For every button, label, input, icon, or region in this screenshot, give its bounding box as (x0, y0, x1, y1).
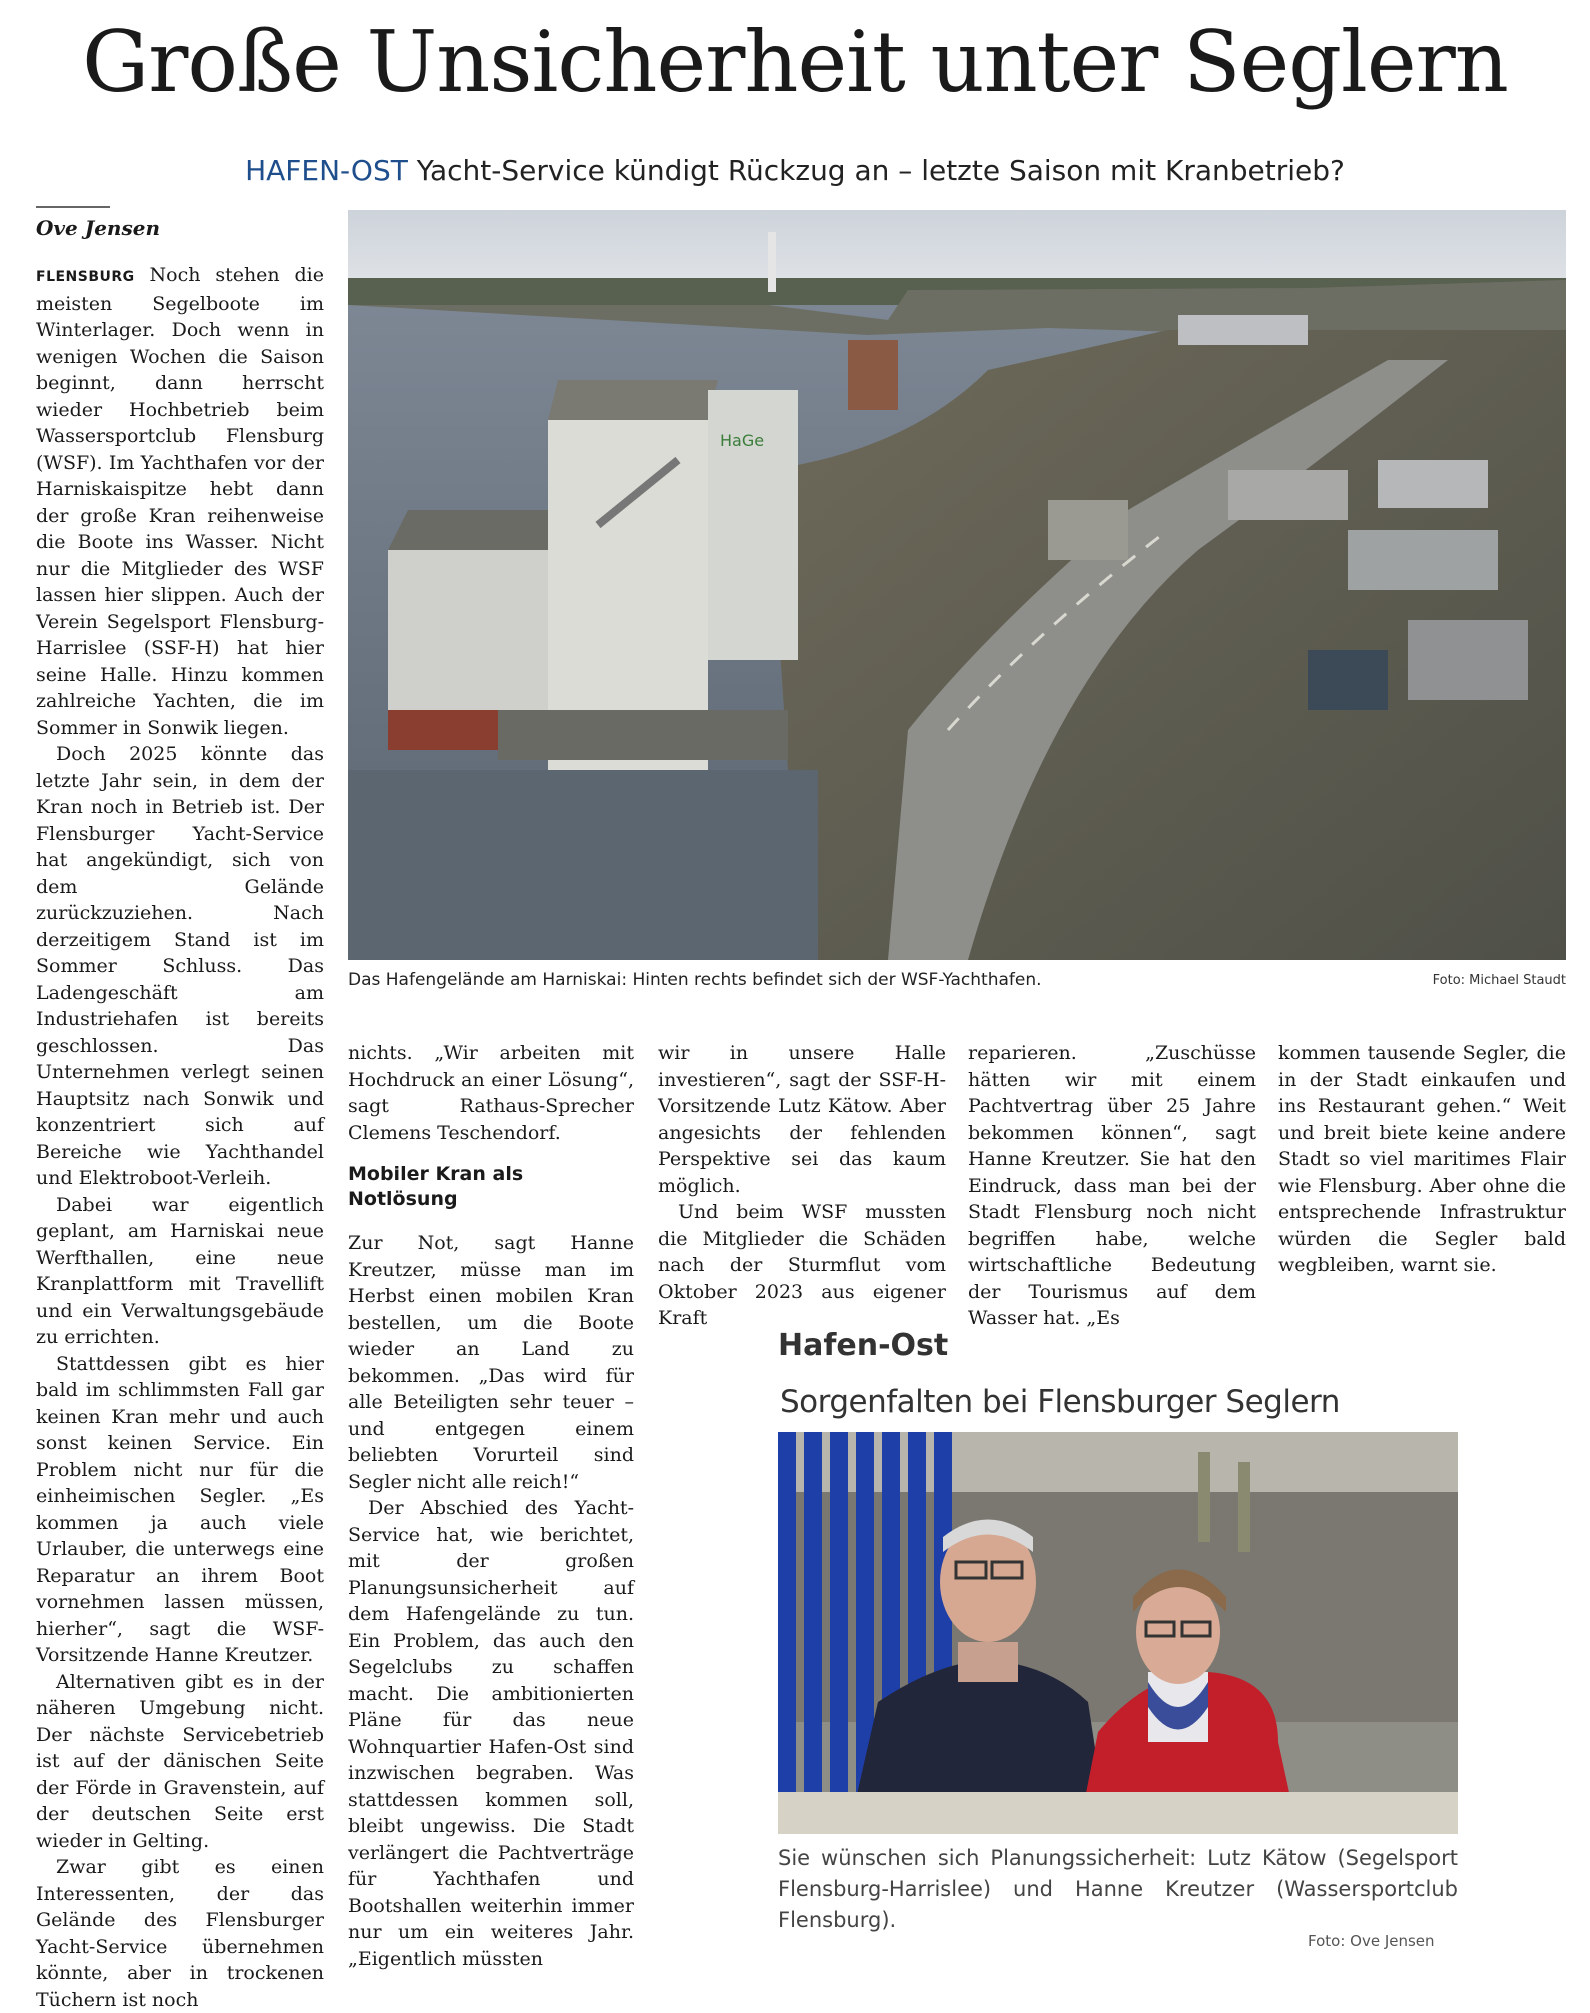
article-column-5 (1278, 1040, 1566, 1279)
paragraph: Der Abschied des Yacht-Service hat, wie berichtet, mit der großen Planungsunsicherheit auf dem Hafengelände zu tun. Ein Problem, das auch den Segelclubs zu schaffen macht. Die ambitionierten Pläne für das neue Wohnquartier Hafen-Ost sind inzwischen begraben. Was stattdessen kommen soll, bleibt ungewiss. Die Stadt verlängert die Pachtverträge für Yachthafen und Bootshallen weiterhin immer nur um ein weiteres Jahr. „Eigentlich müssten (348, 1497, 634, 1970)
subhead-kicker: HAFEN-OST (245, 154, 408, 187)
dateline: FLENSBURG (36, 269, 135, 285)
portrait-photo (778, 1432, 1458, 1834)
box-title: Hafen-Ost (778, 1328, 949, 1363)
box-subtitle: Sorgenfalten bei Flensburger Seglern (780, 1384, 1340, 1420)
harbor-aerial-photo (348, 210, 1566, 960)
portrait-illustration (778, 1432, 1458, 1834)
silo-sign: HaGe (720, 431, 765, 450)
portrait-credit: Foto: Ove Jensen (1308, 1932, 1435, 1950)
author-rule (36, 206, 110, 208)
paragraph: Stattdessen gibt es hier bald im schlimmsten Fall gar keinen Kran mehr und auch sonst keinen Service. Ein Problem nicht nur für die einheimischen Segler. „Es kommen ja auch viele Urlauber, die unterwegs eine Reparatur an ihrem Boot vornehmen lassen müssen, hierher“, sagt die WSF-Vorsitzende Hanne Kreutzer. (36, 1352, 324, 1666)
paragraph: wir in unsere Halle investieren“, sagt der SSF-H-Vorsitzende Lutz Kätow. Aber angesichts der fehlenden Perspektive sei das kaum möglich. (658, 1042, 946, 1197)
main-photo-credit: Foto: Michael Staudt (1432, 973, 1566, 988)
paragraph: nichts. „Wir arbeiten mit Hochdruck an einer Lösung“, sagt Rathaus-Sprecher Clemens Teschendorf. (348, 1042, 634, 1144)
author-byline: Ove Jensen (36, 216, 160, 240)
paragraph: Doch 2025 könnte das letzte Jahr sein, in dem der Kran noch in Betrieb ist. Der Flensburger Yacht-Service hat angekündigt, sich von dem Gelände zurückzuziehen. Nach derzeitigem Stand ist im Sommer Schluss. Das Ladengeschäft am Industriehafen ist bereits geschlossen. Das Unternehmen verlegt seinen Hauptsitz nach Sonwik und konzentriert sich auf Bereiche wie Yachthandel und Elektroboot-Verleih. (36, 743, 324, 1189)
article-column-4 (968, 1040, 1256, 1332)
paragraph: Zwar gibt es einen Interessenten, der das Gelände des Flensburger Yacht-Service übernehmen könnte, aber in trockenen Tüchern ist noch (36, 1856, 324, 2011)
harbor-aerial-illustration (348, 210, 1566, 960)
paragraph: Zur Not, sagt Hanne Kreutzer, müsse man im Herbst einen mobilen Kran bestellen, um die Boote wieder an Land zu bekommen. „Das wird für alle Beteiligten sehr teuer – und entgegen einem beliebten Vorurteil sind Segler nicht alle reich!“ (348, 1232, 634, 1493)
headline: Große Unsicherheit unter Seglern (82, 13, 1508, 111)
subhead-text: Yacht-Service kündigt Rückzug an – letzte Saison mit Kranbetrieb? (416, 154, 1345, 187)
paragraph: reparieren. „Zuschüsse hätten wir mit einem Pachtvertrag über 25 Jahre bekommen können“, sagt Hanne Kreutzer. Sie hat den Eindruck, dass man bei der Stadt Flensburg noch nicht begriffen habe, welche wirtschaftliche Bedeutung der Tourismus auf dem Wasser hat. „Es (968, 1042, 1256, 1329)
paragraph: FLENSBURG Noch stehen die meisten Segelboote im Winterlager. Doch wenn in wenigen Wochen die Saison beginnt, dann herrscht wieder Hochbetrieb beim Wassersportclub Flensburg (WSF). Im Yachthafen vor der Harniskaispitze hebt dann der große Kran reihenweise die Boote ins Wasser. Nicht nur die Mitglieder des WSF lassen hier slippen. Auch der Verein Segelsport Flensburg-Harrislee (SSF-H) hat hier seine Halle. Hinzu kommen zahlreiche Yachten, die im Sommer in Sonwik liegen. (36, 264, 324, 739)
portrait-caption: Sie wünschen sich Planungssicherheit: Lutz Kätow (Segelsport Flensburg-Harrislee) und Hanne Kreutzer (Wassersportclub Flensburg). (778, 1846, 1458, 1932)
paragraph: Dabei war eigentlich geplant, am Harniskai neue Werfthallen, eine neue Kranplattform mit Travellift und ein Verwaltungsgebäude zu errichten. (36, 1193, 324, 1348)
main-photo-caption: Das Hafengelände am Harniskai: Hinten rechts befindet sich der WSF-Yachthafen. (348, 970, 1042, 990)
article-column-1 (36, 262, 324, 2013)
section-heading: Mobiler Kran als Notlösung (348, 1163, 524, 1210)
paragraph: Alternativen gibt es in der näheren Umgebung nicht. Der nächste Servicebetrieb ist auf der dänischen Seite der Förde in Gravenstein, auf der deutschen Seite erst wieder in Gelting. (36, 1670, 324, 1852)
paragraph: Und beim WSF mussten die Mitglieder die Schäden nach der Sturmflut vom Oktober 2023 aus eigener Kraft (658, 1201, 946, 1329)
subheadline (0, 154, 1590, 187)
paragraph: kommen tausende Segler, die in der Stadt einkaufen und ins Restaurant gehen.“ Weit und breit biete keine andere Stadt so viel maritimes Flair wie Flensburg. Aber ohne die entsprechende Infrastruktur würden die Segler bald wegbleiben, warnt sie. (1278, 1042, 1566, 1276)
article-column-3 (658, 1040, 946, 1332)
article-column-2 (348, 1040, 634, 1972)
